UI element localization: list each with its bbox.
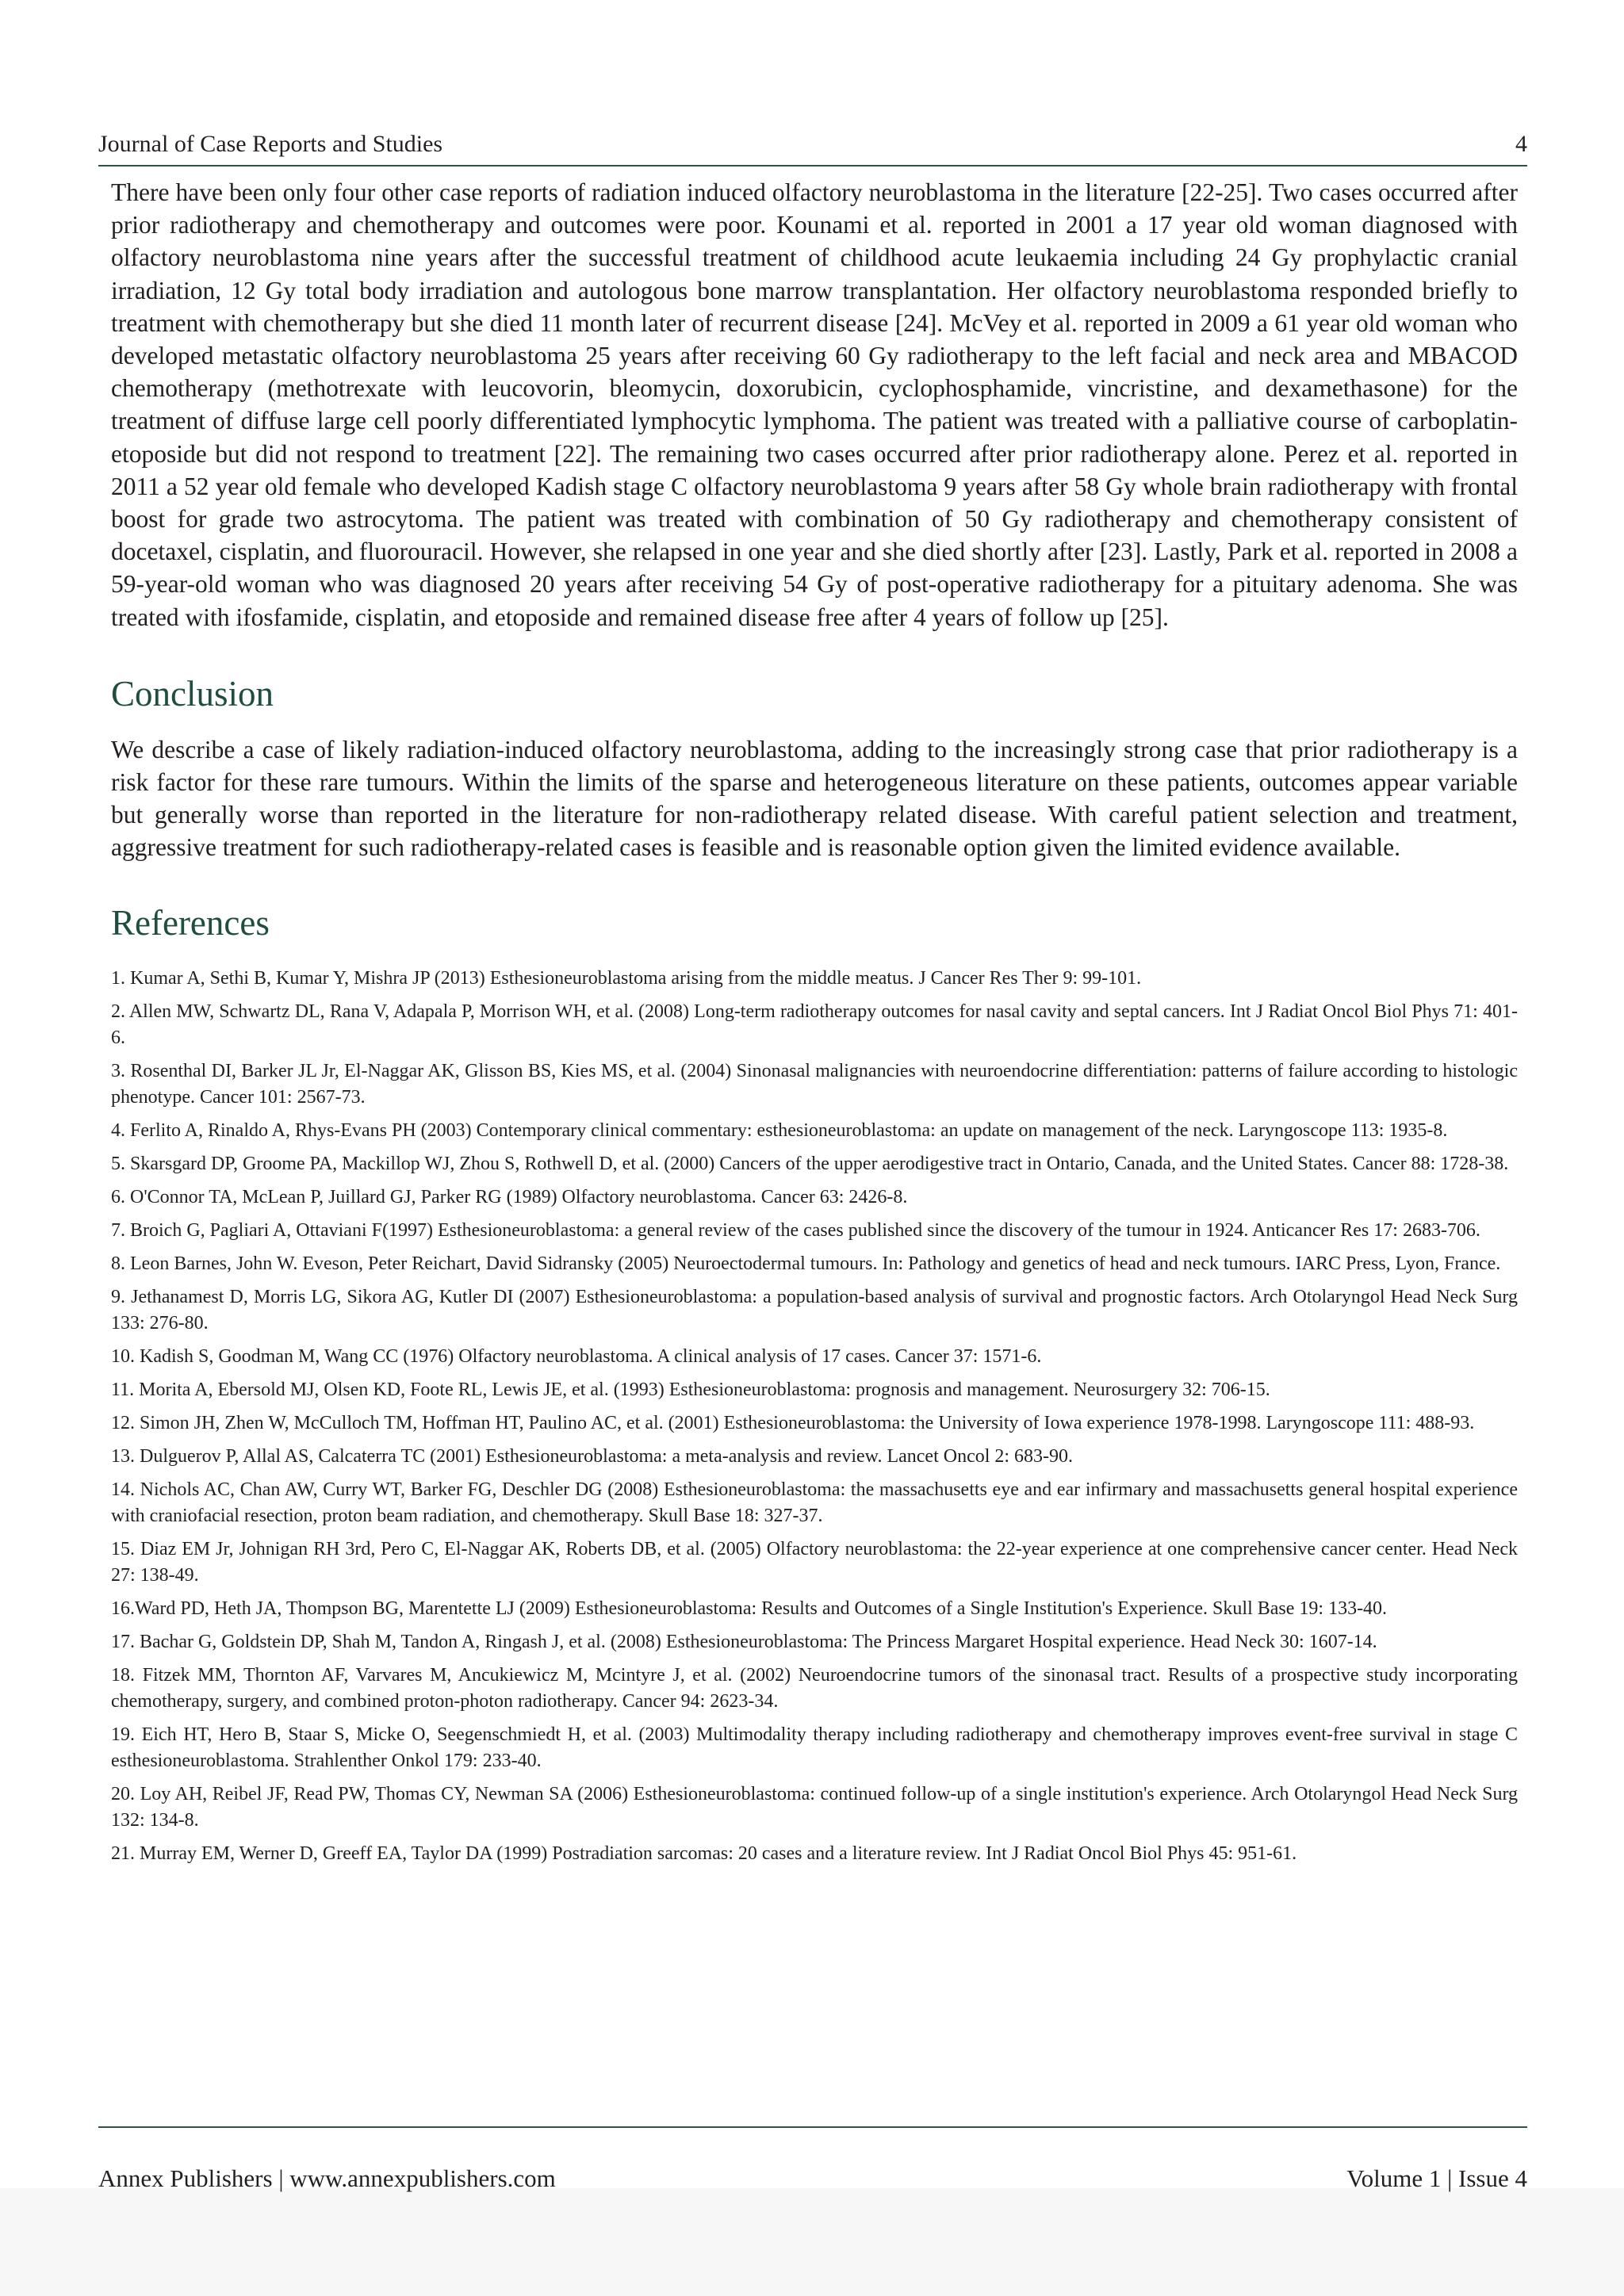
page-footer bbox=[98, 2161, 1527, 2196]
footer-divider bbox=[98, 2126, 1527, 2128]
page-number: 4 bbox=[1515, 131, 1527, 157]
reference-item: 20. Loy AH, Reibel JF, Read PW, Thomas CY, Newman SA (2006) Esthesioneuroblastoma: continued follow-up of a single institution's experience. Arch Otolaryngol Head Neck Surg 132: 134-8. bbox=[111, 1783, 1518, 1831]
reference-item: 9. Jethanamest D, Morris LG, Sikora AG, Kutler DI (2007) Esthesioneuroblastoma: a population-based analysis of survival and prognostic factors. Arch Otolaryngol Head Neck Surg 133: 276-80. bbox=[111, 1286, 1518, 1334]
volume-issue: Volume 1 | Issue 4 bbox=[1346, 2164, 1527, 2192]
page-bottom-background bbox=[0, 2188, 1624, 2296]
references-heading: References bbox=[111, 902, 270, 943]
conclusion-paragraph: We describe a case of likely radiation-induced olfactory neuroblastoma, adding to the increasingly strong case that prior radiotherapy is a risk factor for these rare tumours. Within the limits of the sparse and heterogeneous literature on these patients, outcomes appear variable but generally worse than reported in the literature for non-radiotherapy related disease. With careful patient selection and treatment, aggressive treatment for such radiotherapy-related cases is feasible and is reasonable option given the limited evidence available. bbox=[111, 735, 1518, 862]
reference-item: 12. Simon JH, Zhen W, McCulloch TM, Hoffman HT, Paulino AC, et al. (2001) Esthesioneuroblastoma: the University of Iowa experience 1978-1998. Laryngoscope 111: 488-93. bbox=[111, 1412, 1475, 1433]
reference-item: 21. Murray EM, Werner D, Greeff EA, Taylor DA (1999) Postradiation sarcomas: 20 cases and a literature review. Int J Radiat Oncol Biol Phys 45: 951-61. bbox=[111, 1843, 1297, 1864]
reference-item: 8. Leon Barnes, John W. Eveson, Peter Reichart, David Sidransky (2005) Neuroectodermal tumours. In: Pathology and genetics of head and neck tumours. IARC Press, Lyon, France. bbox=[111, 1253, 1501, 1274]
article-body bbox=[111, 176, 1518, 1874]
reference-item: 14. Nichols AC, Chan AW, Curry WT, Barker FG, Deschler DG (2008) Esthesioneuroblastoma: the massachusetts eye and ear infirmary and massachusetts general hospital experience with craniofacial resection, proton beam radiation, and chemotherapy. Skull Base 18: 327-37. bbox=[111, 1479, 1518, 1526]
reference-item: 2. Allen MW, Schwartz DL, Rana V, Adapala P, Morrison WH, et al. (2008) Long-term radiotherapy outcomes for nasal cavity and septal cancers. Int J Radiat Oncol Biol Phys 71: 401-6. bbox=[111, 1001, 1518, 1048]
journal-title: Journal of Case Reports and Studies bbox=[98, 131, 443, 157]
reference-item: 16.Ward PD, Heth JA, Thompson BG, Marentette LJ (2009) Esthesioneuroblastoma: Results and Outcomes of a Single Institution's Experience. Skull Base 19: 133-40. bbox=[111, 1598, 1388, 1619]
reference-item: 15. Diaz EM Jr, Johnigan RH 3rd, Pero C, El-Naggar AK, Roberts DB, et al. (2005) Olfactory neuroblastoma: the 22-year experience at one comprehensive cancer center. Head Neck 27: 138-49. bbox=[111, 1538, 1518, 1586]
reference-item: 18. Fitzek MM, Thornton AF, Varvares M, Ancukiewicz M, Mcintyre J, et al. (2002) Neuroendocrine tumors of the sinonasal tract. Results of a prospective study incorporating chemotherapy, surgery, and combined proton-photon radiotherapy. Cancer 94: 2623-34. bbox=[111, 1664, 1518, 1712]
reference-item: 3. Rosenthal DI, Barker JL Jr, El-Naggar AK, Glisson BS, Kies MS, et al. (2004) Sinonasal malignancies with neuroendocrine differentiation: patterns of failure according to histologic phenotype. Cancer 101: 2567-73. bbox=[111, 1060, 1518, 1108]
reference-item: 1. Kumar A, Sethi B, Kumar Y, Mishra JP (2013) Esthesioneuroblastoma arising from the middle meatus. J Cancer Res Ther 9: 99-101. bbox=[111, 967, 1142, 989]
reference-item: 17. Bachar G, Goldstein DP, Shah M, Tandon A, Ringash J, et al. (2008) Esthesioneuroblastoma: The Princess Margaret Hospital experience. Head Neck 30: 1607-14. bbox=[111, 1631, 1377, 1652]
discussion-paragraph: There have been only four other case reports of radiation induced olfactory neuroblastoma in the literature [22-25]. Two cases occurred after prior radiotherapy and chemotherapy and outcomes were poor. Kounami et al. reported in 2001 a 17 year old woman diagnosed with olfactory neuroblastoma nine years after the successful treatment of childhood acute leukaemia including 24 Gy prophylactic cranial irradiation, 12 Gy total body irradiation and autologous bone marrow transplantation. Her olfactory neuroblastoma responded briefly to treatment with chemotherapy but she died 11 month later of recurrent disease [24]. McVey et al. reported in 2009 a 61 year old woman who developed metastatic olfactory neuroblastoma 25 years after receiving 60 Gy radiotherapy to the left facial and neck area and MBACOD chemotherapy (methotrexate with leucovorin, bleomycin, doxorubicin, cyclophosphamide, vincristine, and dexamethasone) for the treatment of diffuse large cell poorly differentiated lymphocytic lymphoma. The patient was treated with a palliative course of carboplatin-etoposide but did not respond to treatment [22]. The remaining two cases occurred after prior radiotherapy alone. Perez et al. reported in 2011 a 52 year old female who developed Kadish stage C olfactory neuroblastoma 9 years after 58 Gy whole brain radiotherapy with frontal boost for grade two astrocytoma. The patient was treated with combination of 50 Gy radiotherapy and chemotherapy consistent of docetaxel, cisplatin, and fluorouracil. However, she relapsed in one year and she died shortly after [23]. Lastly, Park et al. reported in 2008 a 59-year-old woman who was diagnosed 20 years after receiving 54 Gy of post-operative radiotherapy for a pituitary adenoma. She was treated with ifosfamide, cisplatin, and etoposide and remained disease free after 4 years of follow up [25]. bbox=[111, 178, 1518, 631]
reference-item: 13. Dulguerov P, Allal AS, Calcaterra TC (2001) Esthesioneuroblastoma: a meta-analysis and review. Lancet Oncol 2: 683-90. bbox=[111, 1445, 1074, 1467]
reference-item: 6. O'Connor TA, McLean P, Juillard GJ, Parker RG (1989) Olfactory neuroblastoma. Cancer 63: 2426-8. bbox=[111, 1186, 908, 1207]
references-list bbox=[111, 966, 1518, 1867]
reference-item: 10. Kadish S, Goodman M, Wang CC (1976) Olfactory neuroblastoma. A clinical analysis of 17 cases. Cancer 37: 1571-6. bbox=[111, 1345, 1042, 1367]
conclusion-heading: Conclusion bbox=[111, 673, 274, 714]
reference-item: 19. Eich HT, Hero B, Staar S, Micke O, Seegenschmiedt H, et al. (2003) Multimodality therapy including radiotherapy and chemotherapy improves event-free survival in stage C esthesioneuroblastoma. Strahlenther Onkol 179: 233-40. bbox=[111, 1724, 1518, 1771]
page-header bbox=[98, 127, 1527, 166]
publisher-info: Annex Publishers | www.annexpublishers.com bbox=[98, 2164, 556, 2192]
reference-item: 5. Skarsgard DP, Groome PA, Mackillop WJ, Zhou S, Rothwell D, et al. (2000) Cancers of the upper aerodigestive tract in Ontario, Canada, and the United States. Cancer 88: 1728-38. bbox=[111, 1153, 1509, 1174]
reference-item: 4. Ferlito A, Rinaldo A, Rhys-Evans PH (2003) Contemporary clinical commentary: esthesioneuroblastoma: an update on management of the neck. Laryngoscope 113: 1935-8. bbox=[111, 1119, 1448, 1141]
reference-item: 11. Morita A, Ebersold MJ, Olsen KD, Foote RL, Lewis JE, et al. (1993) Esthesioneuroblastoma: prognosis and management. Neurosurgery 32: 706-15. bbox=[111, 1379, 1270, 1400]
reference-item: 7. Broich G, Pagliari A, Ottaviani F(1997) Esthesioneuroblastoma: a general review of the cases published since the discovery of the tumour in 1924. Anticancer Res 17: 2683-706. bbox=[111, 1219, 1480, 1241]
